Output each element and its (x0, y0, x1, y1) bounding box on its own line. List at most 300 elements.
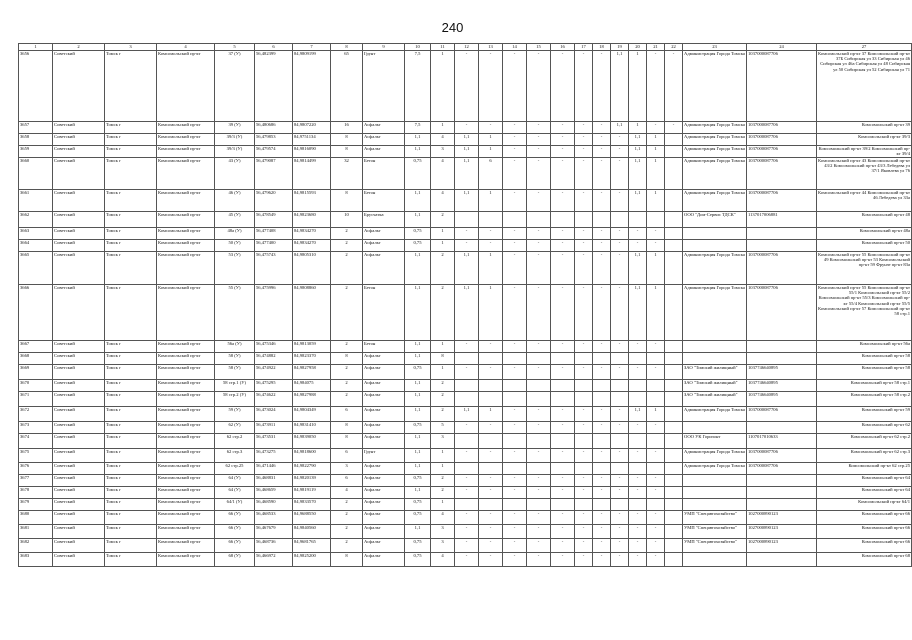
table-cell: 1037000087706 (747, 463, 817, 475)
table-cell: 3671 (19, 392, 53, 407)
table-cell: 0,75 (405, 228, 431, 240)
table-cell: УМП "Спецавтохозяйство" (683, 511, 747, 525)
table-cell: - (551, 285, 575, 341)
table-cell: - (503, 228, 527, 240)
table-cell: - (575, 285, 593, 341)
table-cell: - (551, 539, 575, 553)
table-cell: 3682 (19, 539, 53, 553)
table-row (19, 422, 912, 434)
table-cell: ООО УК Горизонт (683, 434, 747, 449)
table-cell: Томск г (105, 380, 157, 392)
table-cell: 1 (647, 407, 665, 422)
table-cell: - (647, 487, 665, 499)
table-cell (575, 434, 593, 449)
table-cell: Томск г (105, 392, 157, 407)
table-cell: - (527, 122, 551, 134)
table-cell: Асфальт (363, 499, 405, 511)
table-cell: 1137017006881 (747, 212, 817, 228)
table-cell: 64 (У) (215, 475, 255, 487)
table-cell (665, 499, 683, 511)
table-cell (629, 392, 647, 407)
table-cell (479, 212, 503, 228)
table-cell (683, 499, 747, 511)
table-cell: - (611, 146, 629, 158)
table-cell: 84,9840560 (293, 525, 331, 539)
table-cell (527, 353, 551, 365)
table-cell: 56,474622 (255, 392, 293, 407)
table-cell: 1 (479, 146, 503, 158)
table-cell: 3672 (19, 407, 53, 422)
table-cell: 65 (331, 51, 363, 122)
table-cell: Советский (53, 240, 105, 252)
table-cell: Комсомольский пр-кт 66 (817, 525, 912, 539)
table-row (19, 449, 912, 463)
table-cell: - (593, 422, 611, 434)
table-body (19, 51, 912, 567)
table-cell: - (611, 158, 629, 190)
table-cell: Томск г (105, 499, 157, 511)
table-cell: 84,9822790 (293, 463, 331, 475)
table-cell: 84,9833570 (293, 499, 331, 511)
table-cell: Асфальт (363, 228, 405, 240)
table-cell: - (611, 190, 629, 212)
table-row (19, 511, 912, 525)
table-cell: - (527, 158, 551, 190)
table-cell: - (575, 407, 593, 422)
table-cell: 6 (331, 475, 363, 487)
table-cell: - (503, 158, 527, 190)
table-cell: Комсомольский пр-кт (157, 499, 215, 511)
table-cell: Комсомольский пр-кт 64 (817, 487, 912, 499)
table-cell (551, 353, 575, 365)
table-cell: Комсомольский пр-кт 43 Комсомольский пр-кт 43/2 Комсомольский пр-кт 43/3 Лебедева ул 37/1 Яковлева ул 76 (817, 158, 912, 190)
table-cell: 2 (331, 392, 363, 407)
table-cell: Советский (53, 380, 105, 392)
table-cell: - (455, 539, 479, 553)
table-cell: - (629, 525, 647, 539)
table-cell: 8 (431, 353, 455, 365)
table-cell: 3657 (19, 122, 53, 134)
table-cell: Советский (53, 190, 105, 212)
table-cell: Администрация Города Томска (683, 134, 747, 146)
table-cell (575, 353, 593, 365)
table-cell: - (551, 240, 575, 252)
table-cell: 1,1 (405, 525, 431, 539)
table-cell: Комсомольский пр-кт 55 Комсомольский пр-кт 49 Комсомольский пр-кт 53 Комсомольский пр-кт 59 Фрунзе пр-кт 83а (817, 252, 912, 285)
table-cell: 1037000087706 (747, 51, 817, 122)
table-cell: 84,9820139 (293, 475, 331, 487)
table-cell (593, 380, 611, 392)
table-cell: 66 (У) (215, 511, 255, 525)
table-cell: 55 (У) (215, 285, 255, 341)
table-cell (647, 392, 665, 407)
table-cell: - (503, 449, 527, 463)
table-cell: - (503, 553, 527, 567)
table-cell: - (629, 228, 647, 240)
table-cell: Советский (53, 122, 105, 134)
table-cell: Администрация Города Томска (683, 449, 747, 463)
table-cell: 1027000890123 (747, 525, 817, 539)
table-cell: ЗАО "Томский жилищный" (683, 365, 747, 380)
table-cell (665, 525, 683, 539)
table-cell: - (479, 475, 503, 487)
table-cell: 84,9751134 (293, 134, 331, 146)
table-cell: 1107017010633 (747, 434, 817, 449)
table-cell: 3664 (19, 240, 53, 252)
table-cell: - (629, 365, 647, 380)
table-cell: Томск г (105, 434, 157, 449)
table-cell: Томск г (105, 463, 157, 475)
table-cell: 56,480686 (255, 122, 293, 134)
column-header: 1 (19, 44, 53, 51)
table-cell: Комсомольский пр-кт 48а (817, 228, 912, 240)
table-cell: Асфальт (363, 252, 405, 285)
table-cell: Комсомольский пр-кт 50 (817, 240, 912, 252)
table-cell: 1,1 (629, 407, 647, 422)
table-cell: 1,1 (405, 449, 431, 463)
table-cell: - (575, 190, 593, 212)
table-cell: Асфальт (363, 553, 405, 567)
table-cell (647, 499, 665, 511)
table-cell: 1,1 (405, 487, 431, 499)
table-cell: 2 (431, 212, 455, 228)
table-cell: - (611, 285, 629, 341)
table-cell (665, 422, 683, 434)
table-cell (611, 463, 629, 475)
table-cell: - (527, 525, 551, 539)
column-header: 17 (575, 44, 593, 51)
table-cell (455, 380, 479, 392)
table-cell: Томск г (105, 240, 157, 252)
table-cell: - (503, 475, 527, 487)
table-cell: Асфальт (363, 240, 405, 252)
table-cell: Комсомольский пр-кт (157, 463, 215, 475)
table-cell: 46 (У) (215, 190, 255, 212)
table-cell: 84,9823370 (293, 353, 331, 365)
table-cell: 1037000087706 (747, 146, 817, 158)
table-cell: 3681 (19, 525, 53, 539)
table-cell: 2 (331, 285, 363, 341)
table-cell (665, 380, 683, 392)
table-cell (629, 463, 647, 475)
table-cell: 43 (У) (215, 158, 255, 190)
table-row (19, 158, 912, 190)
table-cell: - (527, 553, 551, 567)
table-cell: - (611, 539, 629, 553)
table-row (19, 341, 912, 353)
column-header: 15 (527, 44, 551, 51)
table-cell: Администрация Города Томска (683, 285, 747, 341)
table-cell: 1,1 (405, 380, 431, 392)
table-cell (455, 434, 479, 449)
table-cell: 3669 (19, 365, 53, 380)
table-cell: 1037000087706 (747, 252, 817, 285)
table-cell: Асфальт (363, 380, 405, 392)
table-cell: Комсомольский пр-кт (157, 539, 215, 553)
table-cell: Советский (53, 407, 105, 422)
table-cell: - (629, 553, 647, 567)
table-cell: Томск г (105, 539, 157, 553)
table-cell: Комсомольский пр-кт 64 (817, 475, 912, 487)
column-header: 4 (157, 44, 215, 51)
table-cell: - (575, 487, 593, 499)
table-cell: - (503, 539, 527, 553)
table-cell (503, 212, 527, 228)
table-cell: 3678 (19, 487, 53, 499)
table-cell: - (647, 228, 665, 240)
table-cell (611, 353, 629, 365)
table-cell: Комсомольский пр-кт 62 стр.2 (817, 434, 912, 449)
table-cell: 58 стр.2 (У) (215, 392, 255, 407)
table-cell: - (593, 158, 611, 190)
table-cell: Комсомольский пр-кт 58 (817, 365, 912, 380)
table-cell: - (575, 511, 593, 525)
table-cell (503, 499, 527, 511)
table-cell (747, 487, 817, 499)
table-cell: 16 (331, 122, 363, 134)
table-cell: Асфальт (363, 122, 405, 134)
table-cell: 84,9839050 (293, 434, 331, 449)
table-cell: - (593, 51, 611, 122)
table-cell: Советский (53, 499, 105, 511)
table-cell: - (503, 525, 527, 539)
table-cell: Комсомольский пр-кт (157, 434, 215, 449)
table-cell: 1037000087706 (747, 158, 817, 190)
table-cell: 2 (431, 407, 455, 422)
table-cell: 7,5 (405, 122, 431, 134)
table-cell (665, 341, 683, 353)
table-cell: - (575, 228, 593, 240)
table-cell: 2 (331, 240, 363, 252)
table-cell: Советский (53, 553, 105, 567)
table-cell: 1,1 (405, 212, 431, 228)
table-cell: Асфальт (363, 487, 405, 499)
table-cell: Асфальт (363, 511, 405, 525)
table-cell: - (527, 146, 551, 158)
table-cell: 2 (431, 252, 455, 285)
table-cell: - (527, 511, 551, 525)
table-cell: 3666 (19, 285, 53, 341)
table-cell: 3676 (19, 463, 53, 475)
table-cell: - (647, 539, 665, 553)
table-cell: 3677 (19, 475, 53, 487)
table-cell (747, 553, 817, 567)
table-cell: Советский (53, 392, 105, 407)
column-header: 23 (683, 44, 747, 51)
table-cell: 84,9813059 (293, 341, 331, 353)
table-cell: Комсомольский пр-кт 66 (817, 539, 912, 553)
table-cell: 39/3 (У) (215, 146, 255, 158)
table-cell: 1,1 (455, 252, 479, 285)
table-cell (479, 380, 503, 392)
table-cell: Советский (53, 341, 105, 353)
table-cell: Комсомольский пр-кт 39/2 Комсомольский пр-кт 39/4 (817, 146, 912, 158)
table-cell: 1 (479, 134, 503, 146)
table-cell: - (455, 553, 479, 567)
table-cell: Комсомольский пр-кт 68 (817, 553, 912, 567)
table-cell (575, 212, 593, 228)
table-cell: - (527, 51, 551, 122)
table-cell: - (593, 146, 611, 158)
table-cell: - (479, 341, 503, 353)
table-cell: - (527, 341, 551, 353)
column-header: 22 (665, 44, 683, 51)
table-cell: 56,473531 (255, 434, 293, 449)
column-header: 27 (817, 44, 912, 51)
header-row (19, 44, 912, 51)
table-cell (593, 392, 611, 407)
table-cell: 2 (431, 475, 455, 487)
table-cell: - (527, 365, 551, 380)
table-cell: 1,1 (405, 407, 431, 422)
table-cell: 56,479087 (255, 158, 293, 190)
table-cell: 1 (647, 146, 665, 158)
table-cell: - (647, 122, 665, 134)
table-cell: - (503, 511, 527, 525)
table-cell: Бетон (363, 190, 405, 212)
table-cell: 1,1 (629, 190, 647, 212)
table-cell: 84,984075 (293, 380, 331, 392)
table-cell (665, 463, 683, 475)
table-cell: 1,1 (611, 122, 629, 134)
table-cell: - (629, 475, 647, 487)
table-cell: 1 (479, 285, 503, 341)
table-cell (665, 190, 683, 212)
table-cell: 3658 (19, 134, 53, 146)
table-cell: Советский (53, 511, 105, 525)
table-cell (629, 380, 647, 392)
table-cell: - (455, 228, 479, 240)
table-cell: Томск г (105, 341, 157, 353)
table-cell (593, 463, 611, 475)
table-cell: 0,75 (405, 365, 431, 380)
table-cell: Комсомольский пр-кт (157, 380, 215, 392)
table-cell (551, 212, 575, 228)
table-cell: Комсомольский пр-кт (157, 511, 215, 525)
table-cell (683, 240, 747, 252)
table-cell: 1027000890123 (747, 539, 817, 553)
table-cell: - (665, 122, 683, 134)
table-cell: Брусчатка (363, 212, 405, 228)
table-cell: Комсомольский пр-кт (157, 240, 215, 252)
table-cell: - (575, 240, 593, 252)
table-cell: - (611, 365, 629, 380)
table-cell: Комсомольский пр-кт (157, 341, 215, 353)
table-cell (665, 228, 683, 240)
table-cell: 37 (У) (215, 51, 255, 122)
table-cell: - (503, 252, 527, 285)
table-cell: - (455, 525, 479, 539)
table-cell: 2 (331, 511, 363, 525)
table-cell: 1037000087706 (747, 407, 817, 422)
table-cell (647, 434, 665, 449)
table-cell: Советский (53, 212, 105, 228)
table-cell: 4 (431, 158, 455, 190)
table-cell: 1 (647, 158, 665, 190)
table-cell: - (551, 422, 575, 434)
table-cell: Комсомольский пр-кт (157, 392, 215, 407)
column-header: 7 (293, 44, 331, 51)
table-cell: Советский (53, 252, 105, 285)
table-cell: Грунт (363, 51, 405, 122)
table-cell: 56,478549 (255, 212, 293, 228)
page-number: 240 (441, 20, 464, 35)
table-cell: Бетон (363, 341, 405, 353)
table-cell: - (551, 475, 575, 487)
table-cell: 56,468590 (255, 499, 293, 511)
table-cell: 3661 (19, 190, 53, 212)
table-cell: 3675 (19, 449, 53, 463)
table-cell (747, 240, 817, 252)
table-cell: 1 (431, 365, 455, 380)
table-cell: Комсомольский пр-кт 66 (817, 511, 912, 525)
table-row (19, 539, 912, 553)
table-cell: 1,1 (405, 134, 431, 146)
table-cell: 8 (331, 422, 363, 434)
table-cell: 8 (331, 553, 363, 567)
table-cell (479, 392, 503, 407)
table-cell: Комсомольский пр-кт 58 стр.2 (817, 392, 912, 407)
table-row (19, 553, 912, 567)
table-cell: Администрация Города Томска (683, 463, 747, 475)
table-cell: Томск г (105, 407, 157, 422)
table-cell: 1 (431, 499, 455, 511)
table-cell: - (503, 134, 527, 146)
table-cell: Томск г (105, 252, 157, 285)
table-cell: - (527, 449, 551, 463)
table-cell: 56,468736 (255, 539, 293, 553)
table-cell: - (479, 487, 503, 499)
table-cell: - (593, 511, 611, 525)
table-cell: 1027000890123 (747, 511, 817, 525)
table-cell: Советский (53, 134, 105, 146)
table-cell (503, 463, 527, 475)
table-cell: - (593, 240, 611, 252)
table-cell: - (575, 51, 593, 122)
table-cell: 3673 (19, 422, 53, 434)
table-cell: 56,473024 (255, 407, 293, 422)
table-cell: 2 (331, 252, 363, 285)
table-cell (647, 353, 665, 365)
table-cell: Комсомольский пр-кт (157, 475, 215, 487)
table-cell: - (479, 122, 503, 134)
table-cell (683, 475, 747, 487)
table-cell: Комсомольский пр-кт 59 (817, 407, 912, 422)
table-cell: 45 (У) (215, 212, 255, 228)
column-header: 20 (629, 44, 647, 51)
column-header: 5 (215, 44, 255, 51)
table-cell: 1 (647, 252, 665, 285)
table-cell: - (647, 475, 665, 487)
table-cell (575, 499, 593, 511)
registry-table (18, 43, 912, 567)
table-cell: 84,9831410 (293, 422, 331, 434)
table-cell: 3679 (19, 499, 53, 511)
table-cell: 1,1 (405, 190, 431, 212)
table-cell: - (629, 240, 647, 252)
table-cell: 1,1 (455, 285, 479, 341)
table-cell: Администрация Города Томска (683, 122, 747, 134)
column-header: 19 (611, 44, 629, 51)
table-cell: - (551, 525, 575, 539)
table-cell (527, 499, 551, 511)
table-cell: Администрация Города Томска (683, 51, 747, 122)
table-cell: 1,1 (405, 353, 431, 365)
table-cell: ЗАО "Томский жилищный" (683, 380, 747, 392)
table-cell (593, 353, 611, 365)
table-cell: - (551, 365, 575, 380)
table-cell (683, 553, 747, 567)
